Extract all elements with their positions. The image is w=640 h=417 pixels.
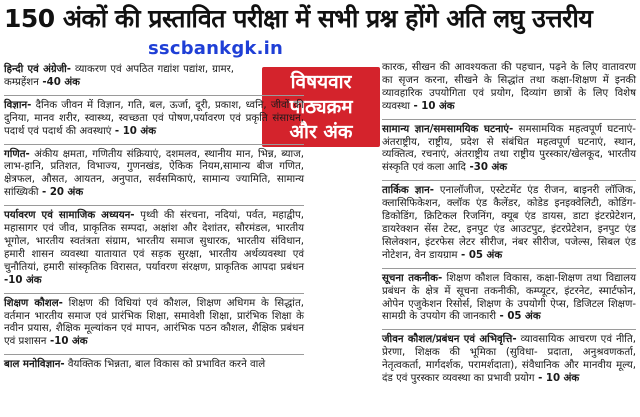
section-heading: शिक्षण कौशल- [4, 297, 63, 309]
badge-line-3: और अंक [289, 120, 353, 143]
section-marks: -10 अंक [46, 336, 88, 348]
divider [382, 329, 636, 330]
divider [4, 293, 304, 294]
section-marks: - 10 अंक [111, 125, 157, 137]
section-body: समसामयिक महत्वपूर्ण घटनाएं-अंतराष्ट्रीय, राष्ट्रीय, प्रदेश से संबंधित महत्वपूर्ण घटनाएं, स्थान, व्यक्तित्व, रचनाएं, अंतराष्ट्रीय तथा राष्ट्रीय पुरस्कार/खेलकूद, भारतीय संस्कृति एवं कला आदि [382, 123, 636, 174]
section-heading: विज्ञान- [4, 99, 32, 111]
section-body: पृथ्वी की संरचना, नदियां, पर्वत, महाद्वीप, महासागर एवं जीव, प्राकृतिक सम्पदा, अक्षांश और देशांतर, सौरमंडल, भारतीय भूगोल, भारतीय स्वतंत्रता संग्राम, भारतीय समाज सुधारक, भारतीय संविधान, हमारी शासन व्यवस्था यातायात एवं सड़क सुरक्षा, भारतीय अर्थव्यवस्था एवं चुनौतियां, हमारी सांस्कृतिक विरासत, पर्यावरण संरक्षण, प्राकृतिक आपदा प्रबंधन [4, 210, 304, 273]
syllabus-section-environment [4, 210, 304, 287]
section-marks: -40 अंक [38, 76, 80, 88]
section-body: शिक्षण की विधियां एवं कौशल, शिक्षण अधिगम के सिद्धांत, वर्तमान भारतीय समाज एवं प्रारंभिक शिक्षा, समावेशी शिक्षा, प्रारंभिक शिक्षा के नवीन प्रयास, शैक्षिक मूल्यांकन एवं मापन, आरंभिक पठन कौशल, शैक्षिक प्रबंधन एवं प्रशासन [4, 297, 304, 348]
section-body: वैयक्तिक भिन्नता, बाल विकास को प्रभावित करने वाले [64, 359, 266, 371]
right-column [382, 62, 636, 391]
syllabus-section-science [4, 100, 304, 139]
syllabus-section-teaching-skills [4, 298, 304, 350]
section-marks: - 05 अंक [457, 249, 503, 261]
section-heading: सूचना तकनीक- [382, 272, 443, 284]
divider [382, 119, 636, 120]
divider [4, 205, 304, 206]
section-body: व्यावसायिक आचरण एवं नीति, प्रेरणा, शिक्षक की भूमिका (सुविधा- प्रदाता, अनुश्रवणकर्ता, नेतृत्वकर्ता, मार्गदर्शक, परामर्शदाता), संवैधानिक और मानवीय मूल्य, दंड एवं पुरस्कार व्यवस्था का प्रभावी प्रयोग [382, 334, 636, 385]
section-marks: - 05 अंक [496, 311, 541, 323]
section-body: दैनिक जीवन में विज्ञान, गति, बल, ऊर्जा, दूरी, प्रकाश, ध्वनि, जीवों की दुनिया, मानव शरीर, स्वास्थ्य, स्वच्छता एवं पोषण,पर्यावरण एवं प्रकृति संसाधन, पदार्थ एवं पदार्थ की अवस्थाएं [4, 99, 304, 137]
section-body: शिक्षण कौशल विकास, कक्षा-शिक्षण तथा विद्यालय प्रबंधन के क्षेत्र में सूचना तकनीकी, कम्प्यूटर, इंटरनेट, स्मार्टफोन, ओपेन एजुकेशन रिसोर्स, शिक्षण के उपयोगी ऐप्स, डिजिटल शिक्षण-सामग्री के उपयोग की जानकारी [382, 272, 636, 323]
badge-line-1: विषयवार [290, 70, 352, 93]
headline: 150 अंकों की प्रस्तावित परीक्षा में सभी प्रश्न होंगे अति लघु उत्तरीय [4, 4, 593, 33]
section-marks: - 10 अंक [534, 373, 580, 385]
badge-line-2: पाठ्यक्रम [289, 95, 353, 118]
syllabus-section-life-skills [382, 334, 636, 386]
section-heading: पर्यावरण एवं सामाजिक अध्ययन- [4, 210, 135, 222]
divider [382, 268, 636, 269]
section-marks: -30 अंक [465, 162, 508, 174]
section-marks: - 10 अंक [409, 100, 455, 112]
divider [382, 180, 636, 181]
syllabus-section-child-psychology-cont [382, 62, 636, 114]
syllabus-section-maths [4, 149, 304, 201]
section-heading: बाल मनोविज्ञान- [4, 359, 65, 371]
site-watermark: sscbankgk.in [148, 38, 283, 59]
section-body: एनालॉजीज, एस्टेटमेंट एंड रीजन, बाइनरी लॉजिक, क्लासिफिकेशन, क्लॉक एंड कैलेंडर, कोडेड इनइक्वेलिटी, कोडिंग-डिकोडिंग, क्रिटिकल रिजनिंग, क्यूब एंड डायस, डाटा इंटरप्रेटेशन, डायरेक्शन सेंस टेस्ट, इनपुट एंड आउटपुट, इंटरप्रेटेशन, इनपुट एंड सिलेक्शन, इंटरफेस लेटर सीरीज, नंबर सीरीज, पजेल्स, सिबल एंड नोटेशन, वेन डायग्राम [382, 185, 636, 261]
syllabus-section-general-knowledge [382, 124, 636, 176]
section-heading: हिन्दी एवं अंग्रेजी- [4, 64, 72, 75]
syllabus-section-reasoning [382, 185, 636, 262]
section-heading: तार्किक ज्ञान- [382, 185, 434, 197]
syllabus-section-child-psychology [4, 359, 304, 372]
section-body: व्याकरण एवं अपठित गद्यांश पद्यांश, ग्रामर, कम्प्रहेंशन [4, 64, 234, 88]
divider [4, 95, 304, 96]
section-marks: -10 अंक [4, 274, 42, 286]
divider [4, 354, 304, 355]
section-marks: - 20 अंक [38, 187, 84, 199]
syllabus-section-hindi-english [4, 64, 304, 90]
section-body: अंकीय क्षमता, गणितीय संक्रियाएं, दशमलव, स्थानीय मान, भिन्न, ब्याज, लाभ-हानि, प्रतिशत, विभाज्य, गुणनखंड, ऐकिक नियम,सामान्य बीज गणित, क्षेत्रफल, औसत, आयतन, अनुपात, सर्वसमिकाएं, सामान्य ज्यामिति, सामान्य सांख्यिकी [4, 148, 304, 199]
section-body: कारक, सीखन की आवश्यकता की पहचान, पढ़ने के लिए वातावरण का सृजन करना, सीखने के सिद्धांत तथा कक्षा-शिक्षण में इनकी व्यावहारिक उपयोगिता एवं प्रयोग, दिव्यांग छात्रों के लिए विशेष व्यवस्था [382, 62, 636, 112]
section-heading: गणित- [4, 148, 30, 160]
syllabus-section-information-technology [382, 273, 636, 325]
section-heading: जीवन कौशल/प्रबंधन एवं अभिवृत्ति- [382, 334, 517, 346]
section-heading: सामान्य ज्ञान/समसामयिक घटनाएं- [382, 123, 514, 135]
left-column [4, 64, 304, 377]
divider [4, 144, 304, 145]
